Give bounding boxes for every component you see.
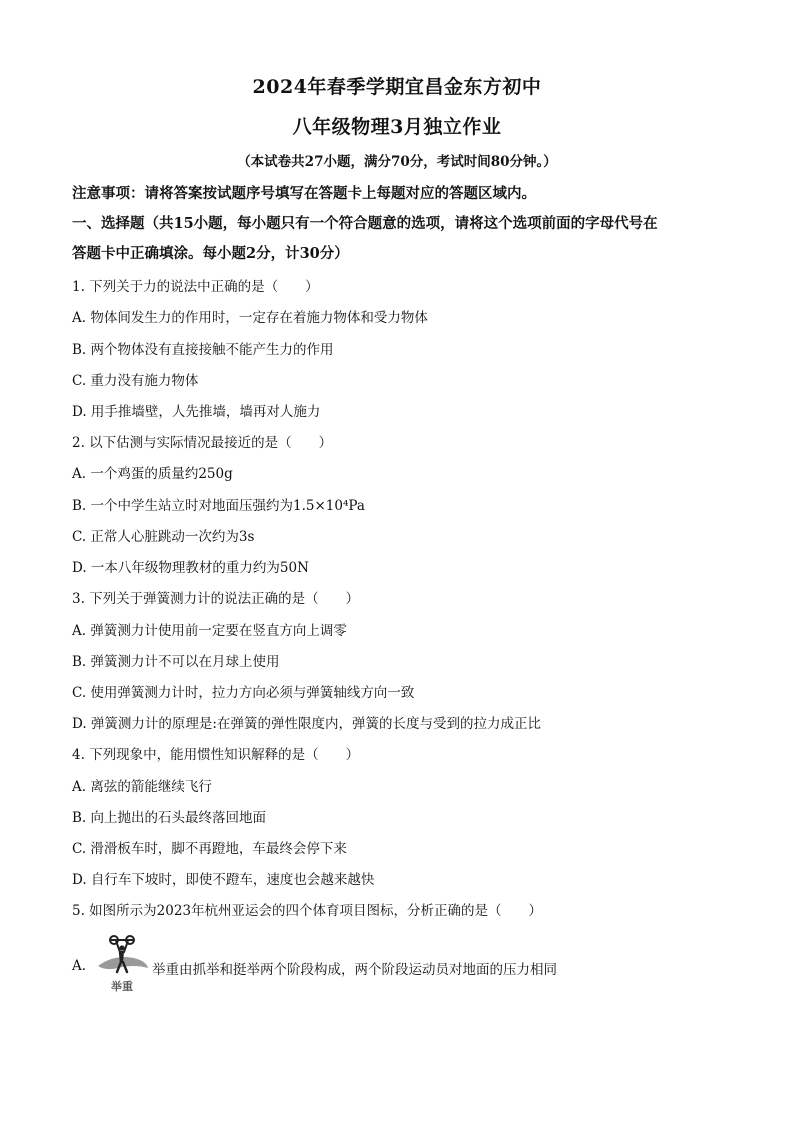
question-option: C. 重力没有施力物体	[72, 373, 199, 389]
question-stem: 2. 以下估测与实际情况最接近的是（ ）	[72, 435, 333, 451]
section-heading-line2: 答题卡中正确填涂。每小题2分，计30分）	[72, 245, 349, 262]
question-option: D. 一本八年级物理教材的重力约为50N	[72, 560, 309, 576]
notice: 注意事项：请将答案按试题序号填写在答题卡上每题对应的答题区域内。	[72, 185, 536, 202]
icon-caption: 举重	[111, 980, 133, 993]
section-heading-line1: 一、选择题（共15小题，每小题只有一个符合题意的选项，请将这个选项前面的字母代号在	[72, 215, 658, 232]
question-option: B. 向上抛出的石头最终落回地面	[72, 810, 267, 826]
question-option: D. 弹簧测力计的原理是:在弹簧的弹性限度内，弹簧的长度与受到的拉力成正比	[72, 716, 541, 732]
question-option: 举重由抓举和挺举两个阶段构成，两个阶段运动员对地面的压力相同	[152, 962, 557, 978]
question-option: A. 物体间发生力的作用时，一定存在着施力物体和受力物体	[72, 310, 428, 326]
question-option: D. 自行车下坡时，即使不蹬车，速度也会越来越快	[72, 872, 375, 888]
question-option: C. 滑滑板车时，脚不再蹬地，车最终会停下来	[72, 841, 347, 857]
weightlifting-icon	[94, 932, 150, 994]
exam-info: （本试卷共27小题，满分70分，考试时间80分钟。）	[237, 154, 557, 170]
question-option: A. 弹簧测力计使用前一定要在竖直方向上调零	[72, 623, 347, 639]
question-option: A. 一个鸡蛋的质量约250g	[72, 466, 233, 482]
question-stem: 1. 下列关于力的说法中正确的是（ ）	[72, 279, 319, 295]
exam-title-line1: 2024年春季学期宜昌金东方初中	[252, 76, 542, 98]
question-option: B. 两个物体没有直接接触不能产生力的作用	[72, 342, 334, 358]
question-stem: 5. 如图所示为2023年杭州亚运会的四个体育项目图标，分析正确的是（ ）	[72, 903, 543, 919]
exam-title-line2: 八年级物理3月独立作业	[292, 116, 502, 138]
question-option: A. 离弦的箭能继续飞行	[72, 779, 212, 795]
question-option: C. 正常人心脏跳动一次约为3s	[72, 529, 255, 545]
question-option: B. 一个中学生站立时对地面压强约为1.5×10⁴Pa	[72, 498, 365, 514]
question-stem: 4. 下列现象中，能用惯性知识解释的是（ ）	[72, 747, 360, 763]
option-letter: A.	[72, 958, 87, 974]
question-stem: 3. 下列关于弹簧测力计的说法正确的是（ ）	[72, 591, 360, 607]
question-option: B. 弹簧测力计不可以在月球上使用	[72, 654, 280, 670]
question-option: D. 用手推墙壁，人先推墙，墙再对人施力	[72, 404, 321, 420]
question-option: C. 使用弹簧测力计时，拉力方向必须与弹簧轴线方向一致	[72, 685, 415, 701]
